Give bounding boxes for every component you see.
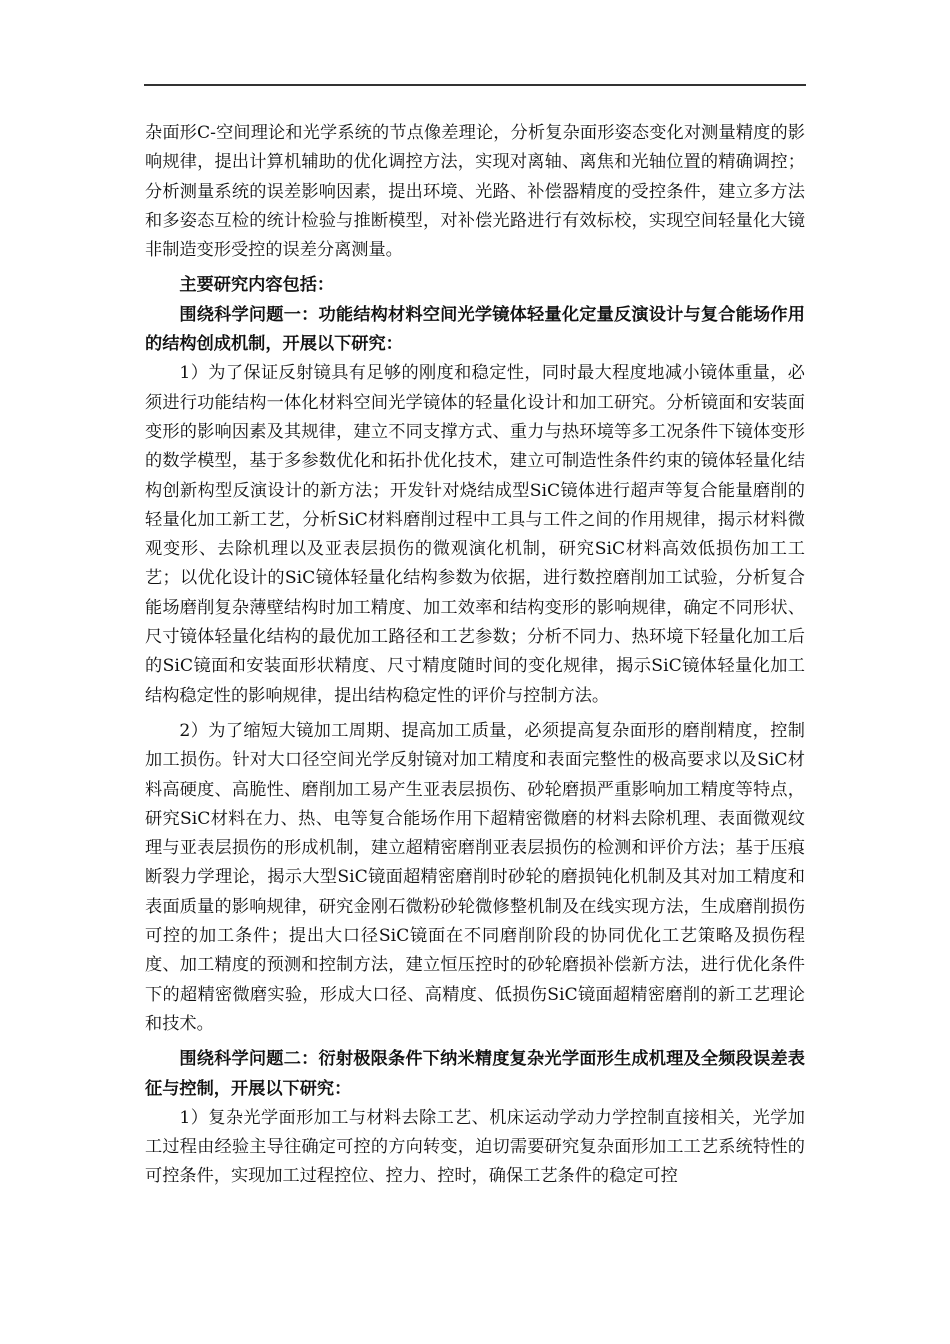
document-body <box>145 119 805 1192</box>
paragraph-item-1-2: 2）为了缩短大镜加工周期、提高加工质量，必须提高复杂面形的磨削精度，控制加工损伤。针对大口径空间光学反射镜对加工精度和表面完整性的极高要求以及SiC材料高硬度、高脆性、磨削加工易产生亚表层损伤、砂轮磨损严重影响加工精度等特点，研究SiC材料在力、热、电等复合能场作用下超精密微磨的材料去除机理、表面微观纹理与亚表层损伤的形成机制，建立超精密磨削亚表层损伤的检测和评价方法；基于压痕断裂力学理论，揭示大型SiC镜面超精密磨削时砂轮的磨损钝化机制及其对加工精度和表面质量的影响规律，研究金刚石微粉砂轮微修整机制及在线实现方法，生成磨削损伤可控的加工条件；提出大口径SiC镜面在不同磨削阶段的协同优化工艺策略及损伤程度、加工精度的预测和控制方法，建立恒压控时的砂轮磨损补偿新方法，进行优化条件下的超精密微磨实验，形成大口径、高精度、低损伤SiC镜面超精密磨削的新工艺理论和技术。 <box>145 720 805 1034</box>
section-heading-question-one: 围绕科学问题一：功能结构材料空间光学镜体轻量化定量反演设计与复合能场作用的结构创成机制，开展以下研究： <box>145 304 805 355</box>
header-rule <box>144 84 806 86</box>
paragraph-item-2-1: 1）复杂光学面形加工与材料去除工艺、机床运动学动力学控制直接相关，光学加工过程由经验主导往确定可控的方向转变，迫切需要研究复杂面形加工工艺系统特性的可控条件，实现加工过程控位、控力、控时，确保工艺条件的稳定可控 <box>145 1107 805 1187</box>
section-heading-question-two: 围绕科学问题二：衍射极限条件下纳米精度复杂光学面形生成机理及全频段误差表征与控制，开展以下研究： <box>145 1049 805 1099</box>
paragraph-continuation: 杂面形C-空间理论和光学系统的节点像差理论，分析复杂面形姿态变化对测量精度的影响规律，提出计算机辅助的优化调控方法，实现对离轴、离焦和光轴位置的精确调控；分析测量系统的误差影响因素，提出环境、光路、补偿器精度的受控条件，建立多方法和多姿态互检的统计检验与推断模型，对补偿光路进行有效标校，实现空间轻量化大镜非制造变形受控的误差分离测量。 <box>145 123 805 261</box>
section-heading-main-content: 主要研究内容包括： <box>179 275 335 296</box>
paragraph-item-1-1: 1）为了保证反射镜具有足够的刚度和稳定性，同时最大程度地减小镜体重量，必须进行功能结构一体化材料空间光学镜体的轻量化设计和加工研究。分析镜面和安装面变形的影响因素及其规律，建立不同支撑方式、重力与热环境等多工况条件下镜体变形的数学模型，基于多参数优化和拓扑优化技术，建立可制造性条件约束的镜体轻量化结构创新构型反演设计的新方法；开发针对烧结成型SiC镜体进行超声等复合能量磨削的轻量化加工新工艺，分析SiC材料磨削过程中工具与工件之间的作用规律，揭示材料微观变形、去除机理以及亚表层损伤的微观演化机制，研究SiC材料高效低损伤加工工艺；以优化设计的SiC镜体轻量化结构参数为依据，进行数控磨削加工试验，分析复合能场磨削复杂薄壁结构时加工精度、加工效率和结构变形的影响规律，确定不同形状、尺寸镜体轻量化结构的最优加工路径和工艺参数；分析不同力、热环境下轻量化加工后的SiC镜面和安装面形状精度、尺寸精度随时间的变化规律，揭示SiC镜体轻量化加工结构稳定性的影响规律，提出结构稳定性的评价与控制方法。 <box>145 363 805 706</box>
